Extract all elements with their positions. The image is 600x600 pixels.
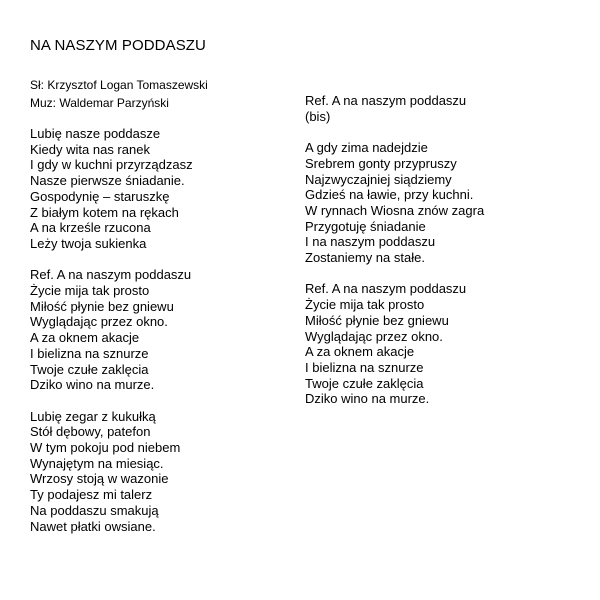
lyric-line: Nasze pierwsze śniadanie. [30, 173, 185, 189]
stanza [305, 93, 484, 124]
lyric-line: A za oknem akacje [30, 330, 140, 346]
lyric-line: Dziko wino na murze. [30, 377, 155, 393]
stanza [30, 267, 193, 393]
lyric-line: Lubię zegar z kukułką [30, 408, 156, 424]
lyric-line: A gdy zima nadejdzie [305, 140, 428, 156]
lyric-line: Gospodynię – staruszkę [30, 188, 170, 204]
lyric-line: Gdzieś na ławie, przy kuchni. [305, 187, 474, 203]
stanza [305, 140, 484, 266]
lyric-line: Lubię nasze poddasze [30, 126, 161, 141]
lyric-line: Zostaniemy na stałe. [305, 250, 425, 266]
lyrics-credit: Sł: Krzysztof Logan Tomaszewski [30, 78, 208, 92]
lyric-line: Życie mija tak prosto [30, 283, 150, 299]
lyric-line: Wrzosy stoją w wazonie [30, 471, 169, 487]
lyric-line: Najzwyczajniej siądziemy [305, 171, 452, 187]
lyric-line: A na krześle rzucona [30, 220, 151, 236]
lyric-line: Ref. A na naszym poddaszu [305, 281, 467, 297]
lyric-line: Leży twoja sukienka [30, 235, 147, 251]
right-column [305, 93, 484, 407]
left-column [30, 126, 193, 534]
lyric-line: I gdy w kuchni przyrządzasz [30, 157, 193, 173]
lyric-line: Życie mija tak prosto [305, 297, 425, 313]
lyric-line: Dziko wino na murze. [305, 391, 430, 407]
lyric-line: Wynajętym na miesiąc. [30, 455, 164, 471]
lyric-line: A za oknem akacje [305, 344, 415, 360]
lyric-line: I bielizna na sznurze [305, 359, 424, 375]
lyric-line: Przygotuję śniadanie [305, 218, 426, 234]
lyric-line: W tym pokoju pod niebem [30, 440, 181, 456]
lyric-line: Ref. A na naszym poddaszu [305, 93, 467, 108]
lyric-line: Z białym kotem na rękach [30, 204, 179, 220]
lyric-line: Miłość płynie bez gniewu [305, 312, 449, 328]
lyric-line: I bielizna na sznurze [30, 345, 149, 361]
lyric-line: Twoje czułe zaklęcia [30, 361, 149, 377]
lyric-line: Nawet płatki owsiane. [30, 518, 156, 534]
page-title: NA NASZYM PODDASZU [30, 37, 206, 54]
lyric-line: Na poddaszu smakują [30, 502, 159, 518]
lyric-line: Kiedy wita nas ranek [30, 141, 150, 157]
lyric-line: Ref. A na naszym poddaszu [30, 267, 192, 283]
lyric-line: Srebrem gonty przypruszy [305, 155, 457, 171]
stanza [30, 126, 193, 252]
lyric-line: Miłość płynie bez gniewu [30, 298, 174, 314]
lyric-line: I na naszym poddaszu [305, 234, 436, 250]
lyric-line: Wyglądając przez okno. [305, 328, 443, 344]
lyric-line: Ty podajesz mi talerz [30, 487, 153, 503]
stanza [305, 281, 484, 407]
lyric-line: Stół dębowy, patefon [30, 424, 151, 440]
lyric-line: Wyglądając przez okno. [30, 314, 168, 330]
lyric-line: (bis) [305, 108, 331, 124]
lyric-line: Twoje czułe zaklęcia [305, 375, 424, 391]
lyric-line: W rynnach Wiosna znów zagra [305, 202, 485, 218]
stanza [30, 409, 193, 535]
music-credit: Muz: Waldemar Parzyński [30, 96, 169, 110]
credits [30, 76, 208, 112]
